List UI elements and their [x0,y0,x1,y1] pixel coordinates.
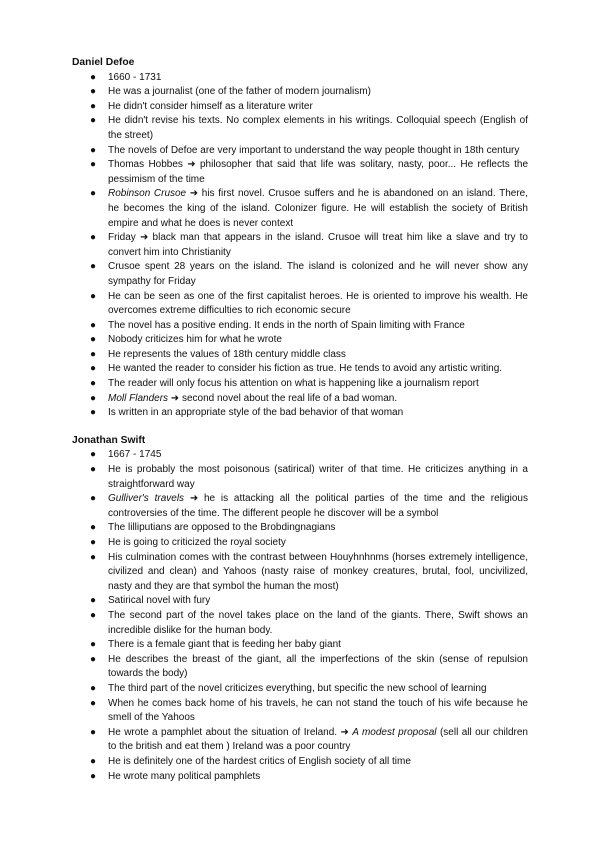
list-item [90,406,528,421]
list-item [90,319,528,334]
list-item-text: There is a female giant that is feeding her baby giant [108,639,341,651]
list-item [90,697,528,726]
list-item-text: He wrote a pamphlet about the situation of Ireland. ➜ [108,726,353,738]
list-item-text: He describes the breast of the giant, all the imperfections of the skin (sense of repulsion towards the body) [108,653,528,680]
list-item [90,362,528,377]
bullet-icon: ● [90,537,97,548]
list-item-text: He wrote many political pamphlets [108,770,261,782]
bullet-icon: ● [90,363,97,375]
bullet-icon: ● [90,392,97,404]
list-item-text: 1667 - 1745 [108,449,162,461]
bullet-icon: ● [90,348,97,360]
bullet-list [72,71,528,421]
bullet-list [72,448,528,784]
list-item-text: He wanted the reader to consider his fiction as true. He tends to avoid any artistic writing. [108,363,503,375]
section-heading: Daniel Defoe [72,57,135,68]
bullet-icon: ● [90,726,97,738]
book-title: Moll Flanders [108,392,169,404]
list-item-text: ➜ second novel about the real life of a bad woman. [168,392,398,404]
list-item-text: The reader will only focus his attention on what is happening like a journalism report [108,378,479,390]
list-item [90,114,528,143]
list-item-text: Is written in an appropriate style of the bad behavior of that woman [108,407,404,419]
bullet-icon: ● [90,290,97,302]
bullet-icon: ● [90,755,97,767]
list-item-text: ➜ his first novel. Crusoe suffers and he is abandoned on an island. There, he becomes the king of the island. Colonizer figure. He will establish the society of British empire and what he does is never context [108,188,529,229]
bullet-icon: ● [90,378,97,390]
list-item [90,521,528,536]
list-item-text: The second part of the novel takes place on the land of the giants. There, Swift shows an incredible dislike for the human body. [108,609,528,636]
list-item [90,260,528,289]
bullet-icon: ● [90,639,97,651]
list-item-text: Satirical novel with fury [108,595,211,607]
section-daniel-defoe [72,56,528,421]
bullet-icon: ● [90,115,97,127]
list-item-text: He didn't consider himself as a literature writer [108,100,313,112]
list-item-text: The novel has a positive ending. It ends in the north of Spain limiting with France [108,319,465,331]
bullet-icon: ● [90,144,97,156]
list-item-text: He is probably the most poisonous (satirical) writer of that time. He criticizes anything in a straightforward way [108,464,528,490]
list-item [90,638,528,653]
bullet-icon: ● [90,697,97,709]
list-item [90,770,528,785]
list-item-text: When he comes back home of his travels, he can not stand the touch of his wife because he smell of the Yahoos [108,697,528,724]
bullet-icon: ● [90,551,97,563]
bullet-icon: ● [90,100,97,112]
list-item-text: He didn't revise his texts. No complex elements in his writings. Colloquial speech (English of the street) [108,115,528,141]
bullet-icon: ● [90,770,97,782]
bullet-icon: ● [90,595,97,607]
book-title: Gulliver's travels [108,493,185,505]
bullet-icon: ● [90,159,97,171]
list-item [90,333,528,348]
list-item-text: Nobody criticizes him for what he wrote [108,334,282,346]
bullet-icon: ● [90,653,97,665]
list-item-text: The lilliputians are opposed to the Brobdingnagians [108,522,336,534]
list-item [90,448,528,463]
bullet-icon: ● [90,334,97,346]
list-item [90,726,528,755]
list-item-text: He was a journalist (one of the father of modern journalism) [108,86,371,98]
list-item [90,492,528,521]
bullet-icon: ● [90,522,97,534]
list-item [90,463,528,492]
bullet-icon: ● [90,449,97,461]
list-item [90,377,528,392]
list-item-text: Crusoe spent 28 years on the island. The island is colonized and he will never show any sympathy for Friday [108,261,528,287]
list-item [90,348,528,363]
list-item [90,71,528,86]
list-item [90,290,528,319]
bullet-icon: ● [90,609,97,621]
list-item-text: He is definitely one of the hardest critics of English society of all time [108,755,411,767]
list-item [90,682,528,697]
bullet-icon: ● [90,464,97,476]
book-title: Robinson Crusoe [108,188,187,200]
list-item-text: ➜ he is attacking all the political parties of the time and the religious controversies of the time. The different people he discover will be a symbol [108,493,528,519]
section-jonathan-swift [72,434,528,784]
bullet-icon: ● [90,232,97,244]
list-item [90,551,528,595]
book-title: A modest proposal [352,726,437,738]
list-item [90,85,528,100]
list-item [90,231,528,260]
list-item [90,187,529,231]
list-item-text: Friday ➜ black man that appears in the island. Crusoe will treat him like a slave and try to convert him into Christianity [108,232,528,258]
list-item-text: (sell all our children to the british and eat them ) Ireland was a poor country [108,726,528,753]
bullet-icon: ● [90,261,97,273]
bullet-icon: ● [90,407,97,419]
bullet-icon: ● [90,319,97,331]
bullet-icon: ● [90,682,97,694]
bullet-icon: ● [90,71,97,83]
list-item-text: The third part of the novel criticizes everything, but specific the new school of learning [108,682,487,694]
list-item [90,755,528,770]
list-item-text: He can be seen as one of the first capitalist heroes. He is oriented to improve his wealth. He overcomes extreme difficulties to rich economic secure [108,290,528,317]
list-item [90,653,528,682]
list-item-text: He is going to criticized the royal society [108,537,286,548]
bullet-icon: ● [90,86,97,98]
list-item [90,392,528,407]
bullet-icon: ● [90,493,97,505]
list-item [90,144,528,159]
bullet-icon: ● [90,188,97,200]
list-item-text: His culmination comes with the contrast between Houyhnhnms (horses extremely intelligence, civilized and clean) and Yahoos (nasty raise of monkey creatures, brutal, fool, uncivilized, nasty and they are that symbol the human the most) [108,551,528,592]
list-item [90,100,528,115]
section-heading: Jonathan Swift [72,434,146,446]
list-item [90,609,528,638]
list-item [90,158,528,187]
list-item-text: He represents the values of 18th century middle class [108,348,346,360]
list-item [90,536,528,551]
list-item [90,594,528,609]
list-item-text: The novels of Defoe are very important to understand the way people thought in 18th century [108,144,520,156]
list-item-text: 1660 - 1731 [108,71,162,83]
list-item-text: Thomas Hobbes ➜ philosopher that said that life was solitary, nasty, poor... He reflects the pessimism of the time [108,159,528,185]
